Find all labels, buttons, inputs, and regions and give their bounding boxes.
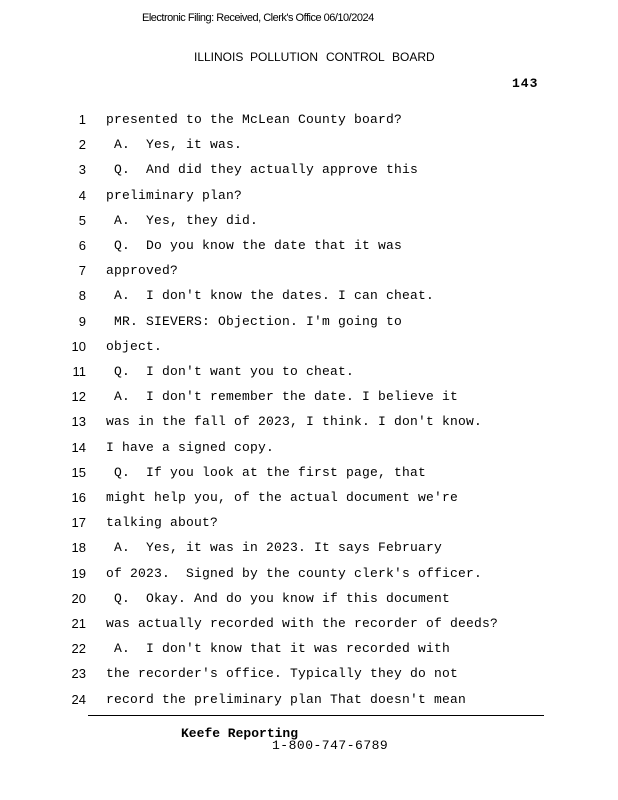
line-text: Q. If you look at the first page, that	[106, 464, 427, 480]
line-number: 11	[72, 364, 86, 379]
line-number: 5	[78, 212, 86, 228]
line-number: 17	[71, 515, 86, 531]
line-text: presented to the McLean County board?	[106, 112, 403, 127]
transcript-line	[0, 339, 618, 359]
transcript-line	[0, 666, 618, 686]
transcript-line	[0, 238, 618, 258]
line-number: 13	[71, 414, 86, 430]
line-number: 16	[71, 490, 86, 505]
transcript-line	[0, 188, 618, 208]
line-number: 7	[78, 263, 86, 279]
transcript-line	[0, 692, 618, 712]
transcript-line	[0, 314, 618, 334]
line-text: MR. SIEVERS: Objection. I'm going to	[106, 313, 403, 329]
line-text: the recorder's office. Typically they do not	[106, 666, 459, 682]
line-number: 20	[71, 590, 86, 606]
line-text: A. Yes, it was.	[106, 137, 243, 153]
transcript-line	[0, 566, 618, 586]
footer-rule	[88, 715, 544, 716]
line-number: 3	[78, 162, 86, 178]
header-word: POLLUTION	[250, 50, 319, 64]
line-number: 19	[71, 565, 86, 581]
filing-stamp: Electronic Filing: Received, Clerk's Office 06/10/2024	[142, 12, 374, 24]
line-text: A. I don't know the dates. I can cheat.	[106, 288, 435, 304]
transcript-line	[0, 515, 618, 535]
reporter-name: Keefe Reporting	[181, 726, 299, 741]
line-text: might help you, of the actual document we're	[106, 490, 459, 505]
line-number: 15	[71, 464, 86, 480]
line-text: Q. Okay. And do you know if this document	[106, 590, 451, 606]
transcript-line	[0, 490, 618, 510]
transcript-line	[0, 389, 618, 409]
line-number: 21	[71, 616, 86, 631]
line-text: Q. I don't want you to cheat.	[106, 364, 355, 379]
transcript-line	[0, 641, 618, 661]
line-number: 4	[78, 187, 86, 203]
line-number: 18	[71, 540, 86, 556]
line-text: I have a signed copy.	[106, 439, 275, 455]
line-text: Q. Do you know the date that it was	[106, 238, 403, 253]
line-number: 14	[71, 439, 86, 455]
transcript-line	[0, 414, 618, 434]
line-number: 12	[71, 389, 86, 405]
line-number: 8	[78, 288, 86, 304]
transcript-line	[0, 162, 618, 182]
header-word: CONTROL	[326, 50, 385, 64]
line-text: object.	[106, 338, 163, 354]
transcript-line	[0, 112, 618, 132]
header-word: BOARD	[392, 50, 435, 64]
line-text: approved?	[106, 263, 179, 279]
line-text: A. Yes, they did.	[106, 212, 259, 228]
line-text: Q. And did they actually approve this	[106, 162, 419, 178]
line-number: 2	[78, 137, 86, 153]
line-number: 6	[78, 238, 86, 253]
page-number: 143	[512, 76, 539, 91]
line-number: 9	[78, 313, 86, 329]
line-text: A. Yes, it was in 2023. It says February	[106, 540, 443, 556]
transcript-line	[0, 288, 618, 308]
line-text: A. I don't remember the date. I believe it	[106, 389, 459, 405]
line-text: was actually recorded with the recorder of deeds?	[106, 616, 499, 631]
transcript-line	[0, 591, 618, 611]
reporter-phone: 1-800-747-6789	[272, 738, 389, 753]
transcript-line	[0, 465, 618, 485]
line-text: of 2023. Signed by the county clerk's officer.	[106, 565, 483, 581]
line-number: 10	[71, 338, 86, 354]
line-text: record the preliminary plan That doesn't mean	[106, 691, 467, 707]
header-word: ILLINOIS	[194, 50, 244, 64]
transcript-line	[0, 616, 618, 636]
line-number: 1	[78, 112, 86, 127]
line-text: was in the fall of 2023, I think. I don't know.	[106, 414, 483, 430]
line-number: 24	[71, 691, 86, 707]
transcript-line	[0, 137, 618, 157]
transcript-line	[0, 364, 618, 384]
line-number: 22	[71, 641, 86, 657]
line-number: 23	[71, 666, 86, 682]
line-text: A. I don't know that it was recorded with	[106, 641, 451, 657]
transcript-line	[0, 540, 618, 560]
transcript-line	[0, 213, 618, 233]
transcript-line	[0, 440, 618, 460]
line-text: talking about?	[106, 515, 219, 531]
line-text: preliminary plan?	[106, 187, 243, 203]
transcript-line	[0, 263, 618, 283]
